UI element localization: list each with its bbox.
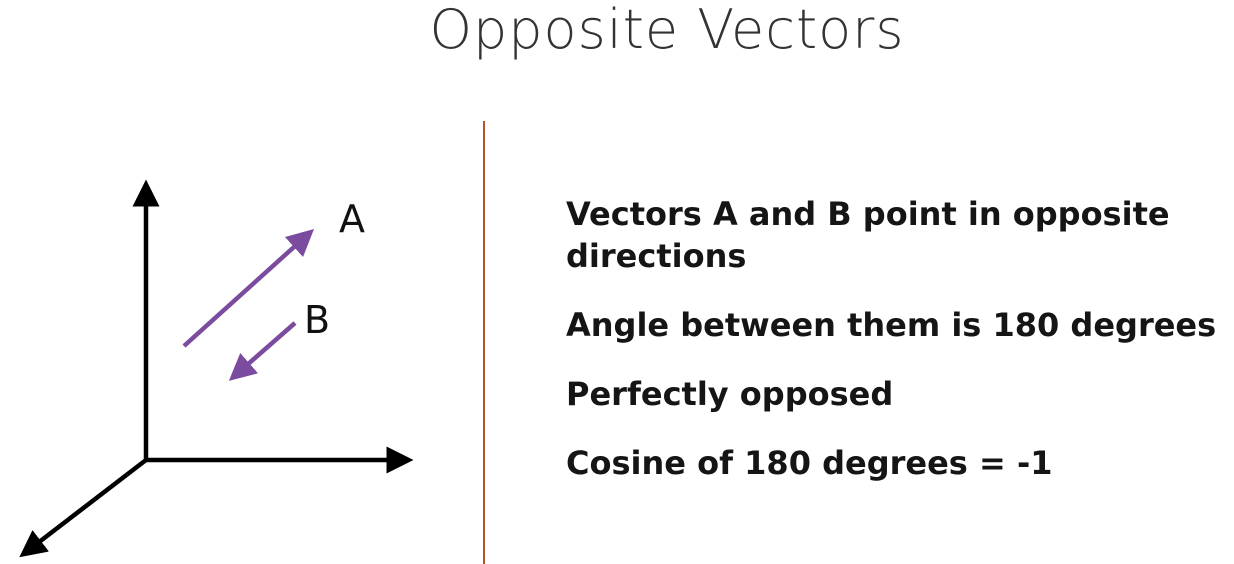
vector-b-label: B (304, 298, 331, 342)
vector-b-arrow (239, 323, 295, 372)
slide-title: Opposite Vectors (429, 0, 905, 61)
z-axis (30, 460, 146, 549)
vector-a-label: A (339, 197, 365, 241)
bullet-item: Vectors A and B point in opposite directions (566, 195, 1170, 275)
bullet-item: Angle between them is 180 degrees (566, 306, 1217, 344)
vector-diagram (0, 0, 480, 564)
vertical-divider (483, 121, 485, 564)
bullet-item: Perfectly opposed (566, 375, 894, 413)
bullet-item: Cosine of 180 degrees = -1 (566, 444, 1053, 482)
bullet-list (566, 193, 1234, 511)
